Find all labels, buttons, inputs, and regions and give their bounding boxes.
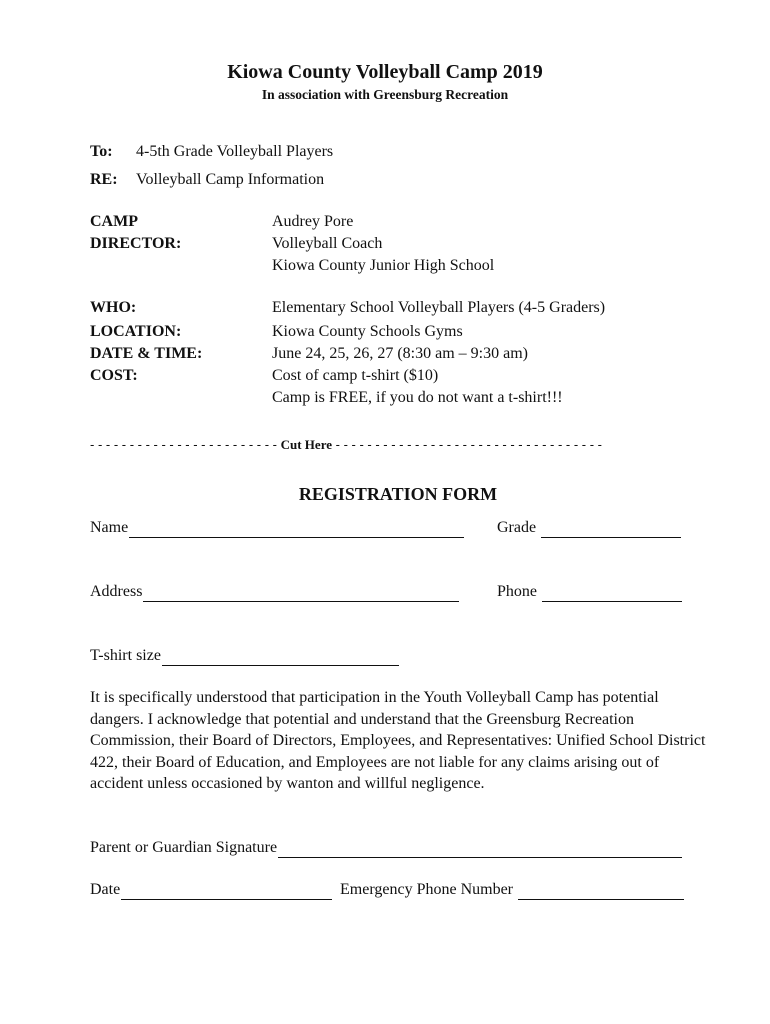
cut-dashes-right: - - - - - - - - - - - - - - - - - - - - - - - - - - - - - - - - - - [335,437,603,452]
who-value: Elementary School Volleyball Players (4-5 Graders) [272,299,606,316]
address-line[interactable] [143,585,459,602]
cost-note: Camp is FREE, if you do not want a t-shirt!!! [272,389,563,406]
cut-line [90,436,705,454]
liability-waiver: It is specifically understood that participation in the Youth Volleyball Camp has potential dangers. I acknowledge that potential and understand that the Greensburg Recreation Commission, their Board of Directors, Employees, and Representatives: Unified School District 422, their Board of Education, and Employees are not liable for any claims arising out of accident unless occasioned by wanton and willful negligence. [90,689,706,793]
tshirt-size-field[interactable] [90,645,399,666]
date-line[interactable] [121,883,332,900]
grade-field[interactable] [497,517,681,538]
cost-value: Cost of camp t-shirt ($10) [272,367,439,384]
phone-label: Phone [497,583,537,600]
location-value: Kiowa County Schools Gyms [272,323,463,340]
who-label: WHO: [90,299,137,316]
location-label: LOCATION: [90,323,182,340]
address-label: Address [90,583,143,600]
memo-re-row [90,169,324,190]
tshirt-size-label: T-shirt size [90,647,161,664]
address-field[interactable] [90,581,459,602]
director-label-line1: CAMP [90,213,138,230]
director-school: Kiowa County Junior High School [272,257,495,274]
cost-label: COST: [90,367,138,384]
name-label: Name [90,519,129,536]
date-time-label: DATE & TIME: [90,345,203,362]
name-line[interactable] [129,521,464,538]
director-role: Volleyball Coach [272,235,383,252]
signature-line[interactable] [278,841,682,858]
cut-here-label: Cut Here [280,437,332,452]
cut-dashes-left: - - - - - - - - - - - - - - - - - - - - - - - - [90,437,277,452]
director-label-line2: DIRECTOR: [90,235,182,252]
tshirt-size-line[interactable] [162,649,399,666]
emergency-phone-field[interactable] [340,879,684,900]
name-field[interactable] [90,517,464,538]
grade-label: Grade [497,519,537,536]
date-time-value: June 24, 25, 26, 27 (8:30 am – 9:30 am) [272,345,528,362]
grade-line[interactable] [541,521,681,538]
registration-form-title: REGISTRATION FORM [298,484,498,504]
page-title: Kiowa County Volleyball Camp 2019 [227,61,543,83]
memo-to-row [90,141,333,162]
page-subtitle: In association with Greensburg Recreation [261,87,509,102]
re-value: Volleyball Camp Information [136,171,325,188]
phone-field[interactable] [497,581,682,602]
emergency-phone-line[interactable] [518,883,684,900]
emergency-phone-label: Emergency Phone Number [340,881,513,898]
signature-label: Parent or Guardian Signature [90,839,278,856]
date-label: Date [90,881,121,898]
to-value: 4-5th Grade Volleyball Players [136,143,334,160]
director-name: Audrey Pore [272,213,354,230]
signature-field[interactable] [90,837,682,858]
to-label: To: [90,143,113,160]
date-field[interactable] [90,879,332,900]
phone-line[interactable] [542,585,682,602]
re-label: RE: [90,171,118,188]
